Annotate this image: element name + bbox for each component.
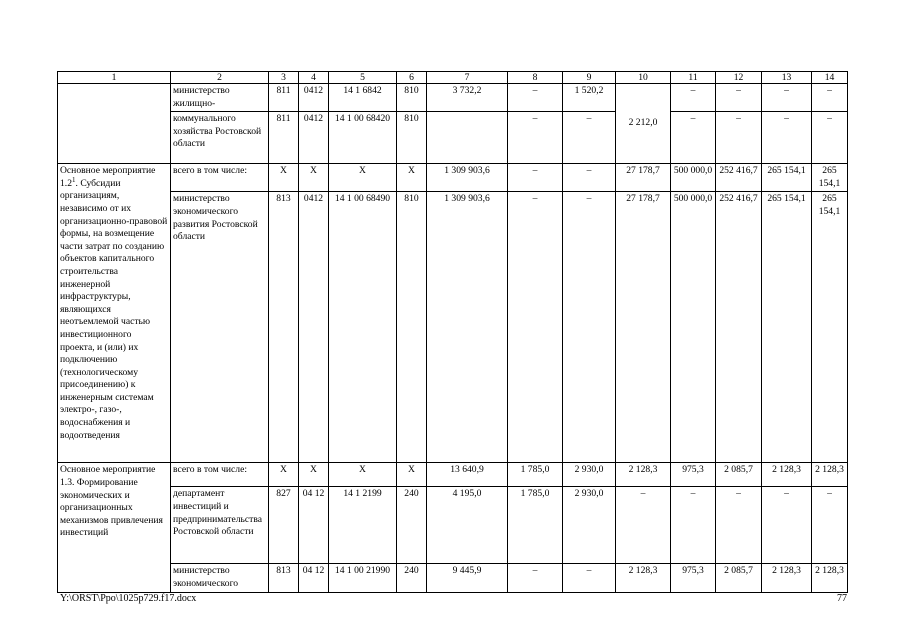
table-row bbox=[58, 192, 848, 463]
executor-cell: всего в том числе: bbox=[171, 164, 269, 192]
table-cell: 2 930,0 bbox=[563, 463, 616, 487]
table-row bbox=[58, 564, 848, 592]
table-cell: 14 1 00 21990 bbox=[329, 564, 397, 592]
table-cell: 2 085,7 bbox=[716, 564, 762, 592]
table-cell: X bbox=[329, 164, 397, 192]
table-cell: 3 732,2 bbox=[427, 84, 508, 112]
table-cell: 14 1 2199 bbox=[329, 487, 397, 564]
table-cell: 813 bbox=[269, 564, 299, 592]
executor-cell: департамент инвестиций и предпринимательства Ростовской области bbox=[171, 487, 269, 564]
table-cell: 1 785,0 bbox=[508, 487, 563, 564]
table-cell: 2 128,3 bbox=[812, 564, 848, 592]
table-cell: 0412 bbox=[299, 112, 329, 164]
executor-cell: коммунального хозяйства Ростовской области bbox=[171, 112, 269, 164]
table-cell: 0412 bbox=[299, 84, 329, 112]
table-cell: 265 154,1 bbox=[762, 192, 812, 463]
table-cell: – bbox=[716, 112, 762, 164]
header-cell: 4 bbox=[299, 72, 329, 84]
header-cell: 1 bbox=[58, 72, 171, 84]
table-cell: 0412 bbox=[299, 192, 329, 463]
table-cell: – bbox=[812, 84, 848, 112]
header-cell: 6 bbox=[397, 72, 427, 84]
table-cell: 810 bbox=[397, 192, 427, 463]
table-cell: – bbox=[563, 192, 616, 463]
table-cell: 975,3 bbox=[671, 463, 716, 487]
table-cell: 9 445,9 bbox=[427, 564, 508, 592]
header-row bbox=[58, 72, 848, 84]
budget-table bbox=[57, 71, 848, 593]
table-cell: – bbox=[563, 112, 616, 164]
table-cell: – bbox=[812, 112, 848, 164]
table-cell: – bbox=[812, 487, 848, 564]
page-number: 77 bbox=[837, 593, 847, 604]
program-description: Субсидии организациям, независимо от их организационно-правовой формы, на возмещение части затрат по созданию объектов капитального строительства инженерной инфраструктуры, являющихся неотъемлемой частью инвестиционного проекта, и (или) их подключению (технологическому присоединению) к инженерным системам электро-, газо-, водоснабжения и водоотведения bbox=[60, 177, 168, 441]
table-cell: X bbox=[329, 463, 397, 487]
header-cell: 8 bbox=[508, 72, 563, 84]
table-cell: 265 154,1 bbox=[812, 164, 848, 192]
table-cell: 2 930,0 bbox=[563, 487, 616, 564]
table-cell: 1 309 903,6 bbox=[427, 164, 508, 192]
table-cell: 975,3 bbox=[671, 564, 716, 592]
table-cell: 14 1 00 68490 bbox=[329, 192, 397, 463]
header-cell: 3 bbox=[269, 72, 299, 84]
program-description: Формирование экономических и организационных механизмов привлечения инвестиций bbox=[60, 476, 163, 539]
table-cell: 04 12 bbox=[299, 564, 329, 592]
table-cell: X bbox=[299, 463, 329, 487]
table-cell: 500 000,0 bbox=[671, 164, 716, 192]
table-cell: – bbox=[762, 487, 812, 564]
table-cell: X bbox=[269, 463, 299, 487]
table-cell bbox=[427, 112, 508, 164]
table-row bbox=[58, 112, 848, 164]
table-cell: 252 416,7 bbox=[716, 164, 762, 192]
header-cell: 13 bbox=[762, 72, 812, 84]
table-cell: 27 178,7 bbox=[616, 164, 671, 192]
table-cell: 810 bbox=[397, 84, 427, 112]
program-title: Основное мероприятие 1.2 bbox=[60, 165, 156, 189]
table-cell: 27 178,7 bbox=[616, 192, 671, 463]
header-cell: 2 bbox=[171, 72, 269, 84]
table-cell: – bbox=[762, 112, 812, 164]
executor-cell: министерство экономического развития Ростовской области bbox=[171, 192, 269, 463]
table-cell: 2 085,7 bbox=[716, 463, 762, 487]
table-cell: X bbox=[299, 164, 329, 192]
table-cell: X bbox=[269, 164, 299, 192]
table-cell: – bbox=[508, 84, 563, 112]
program-title: Основное мероприятие 1.3. bbox=[60, 464, 156, 488]
table-cell: – bbox=[563, 564, 616, 592]
program-cell bbox=[58, 164, 171, 463]
table-cell: 811 bbox=[269, 84, 299, 112]
header-cell: 10 bbox=[616, 72, 671, 84]
table-cell: – bbox=[671, 84, 716, 112]
table-cell: 2 128,3 bbox=[616, 463, 671, 487]
header-cell: 12 bbox=[716, 72, 762, 84]
header-cell: 14 bbox=[812, 72, 848, 84]
table-row bbox=[58, 84, 848, 112]
header-cell: 7 bbox=[427, 72, 508, 84]
footer-file-path: Y:\ORST\Ppo\1025p729.f17.docx bbox=[60, 593, 197, 604]
executor-cell: всего в том числе: bbox=[171, 463, 269, 487]
table-cell: – bbox=[671, 112, 716, 164]
table-cell: – bbox=[671, 487, 716, 564]
table-cell: – bbox=[508, 564, 563, 592]
table-cell: 252 416,7 bbox=[716, 192, 762, 463]
table-cell: – bbox=[716, 487, 762, 564]
table-row bbox=[58, 463, 848, 487]
table-cell: 240 bbox=[397, 487, 427, 564]
table-cell: 2 212,0 bbox=[616, 84, 671, 164]
table-cell: 1 309 903,6 bbox=[427, 192, 508, 463]
table-cell: – bbox=[762, 84, 812, 112]
table-cell: 1 520,2 bbox=[563, 84, 616, 112]
program-title-end: . bbox=[75, 177, 78, 189]
table-cell: 2 128,3 bbox=[762, 564, 812, 592]
table-cell: 265 154,1 bbox=[812, 192, 848, 463]
table-cell: – bbox=[508, 112, 563, 164]
executor-cell: министерство жилищно- bbox=[171, 84, 269, 112]
table-cell: – bbox=[563, 164, 616, 192]
header-cell: 5 bbox=[329, 72, 397, 84]
table-cell: 827 bbox=[269, 487, 299, 564]
table-cell: 810 bbox=[397, 112, 427, 164]
table-cell: X bbox=[397, 463, 427, 487]
table-cell: – bbox=[508, 192, 563, 463]
table-cell: 13 640,9 bbox=[427, 463, 508, 487]
header-cell: 11 bbox=[671, 72, 716, 84]
table-cell: 2 128,3 bbox=[762, 463, 812, 487]
table-cell: X bbox=[397, 164, 427, 192]
table-cell: 04 12 bbox=[299, 487, 329, 564]
table-cell: 811 bbox=[269, 112, 299, 164]
table-cell: 813 bbox=[269, 192, 299, 463]
table-cell: 240 bbox=[397, 564, 427, 592]
table-row bbox=[58, 164, 848, 192]
table-cell: – bbox=[508, 164, 563, 192]
table-cell: 2 128,3 bbox=[616, 564, 671, 592]
footnote-mark: 1 bbox=[72, 175, 76, 184]
table-row bbox=[58, 487, 848, 564]
table-cell: 2 128,3 bbox=[812, 463, 848, 487]
executor-cell: министерство экономического bbox=[171, 564, 269, 592]
table-cell: 265 154,1 bbox=[762, 164, 812, 192]
table-cell: 14 1 6842 bbox=[329, 84, 397, 112]
table-cell: 500 000,0 bbox=[671, 192, 716, 463]
table-cell: 4 195,0 bbox=[427, 487, 508, 564]
header-cell: 9 bbox=[563, 72, 616, 84]
table-cell: 14 1 00 68420 bbox=[329, 112, 397, 164]
table-cell: – bbox=[716, 84, 762, 112]
program-cell bbox=[58, 463, 171, 592]
table-cell: 1 785,0 bbox=[508, 463, 563, 487]
program-cell bbox=[58, 84, 171, 164]
table-cell: – bbox=[616, 487, 671, 564]
